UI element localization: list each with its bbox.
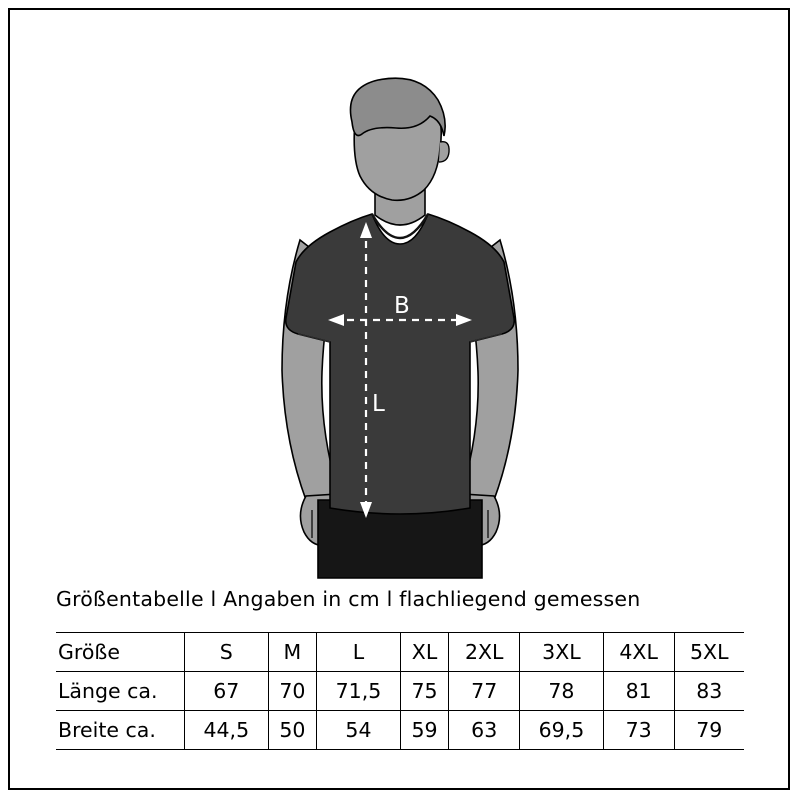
cell-size-4xl: 4XL — [603, 633, 674, 672]
row-header-size: Größe — [56, 633, 185, 672]
cell-size-l: L — [317, 633, 401, 672]
table-row-size — [56, 633, 744, 672]
cell-length-3xl: 78 — [520, 672, 604, 711]
table-row-width — [56, 711, 744, 750]
row-header-length: Länge ca. — [56, 672, 185, 711]
cell-size-2xl: 2XL — [449, 633, 520, 672]
width-measure-label: B — [394, 293, 410, 319]
cell-size-xl: XL — [400, 633, 449, 672]
cell-length-5xl: 83 — [674, 672, 744, 711]
cell-width-3xl: 69,5 — [520, 711, 604, 750]
cell-length-xl: 75 — [400, 672, 449, 711]
cell-length-s: 67 — [185, 672, 269, 711]
cell-size-3xl: 3XL — [520, 633, 604, 672]
cell-size-s: S — [185, 633, 269, 672]
cell-width-l: 54 — [317, 711, 401, 750]
cell-width-s: 44,5 — [185, 711, 269, 750]
cell-width-m: 50 — [268, 711, 317, 750]
cell-width-xl: 59 — [400, 711, 449, 750]
cell-length-m: 70 — [268, 672, 317, 711]
table-row-length — [56, 672, 744, 711]
cell-size-m: M — [268, 633, 317, 672]
cell-size-5xl: 5XL — [674, 633, 744, 672]
cell-length-l: 71,5 — [317, 672, 401, 711]
cell-width-2xl: 63 — [449, 711, 520, 750]
size-table — [56, 632, 744, 750]
table-caption: Größentabelle l Angaben in cm l flachliegend gemessen — [56, 587, 641, 611]
cell-length-2xl: 77 — [449, 672, 520, 711]
cell-length-4xl: 81 — [603, 672, 674, 711]
cell-width-4xl: 73 — [603, 711, 674, 750]
row-header-width: Breite ca. — [56, 711, 185, 750]
length-measure-label: L — [372, 391, 385, 417]
cell-width-5xl: 79 — [674, 711, 744, 750]
